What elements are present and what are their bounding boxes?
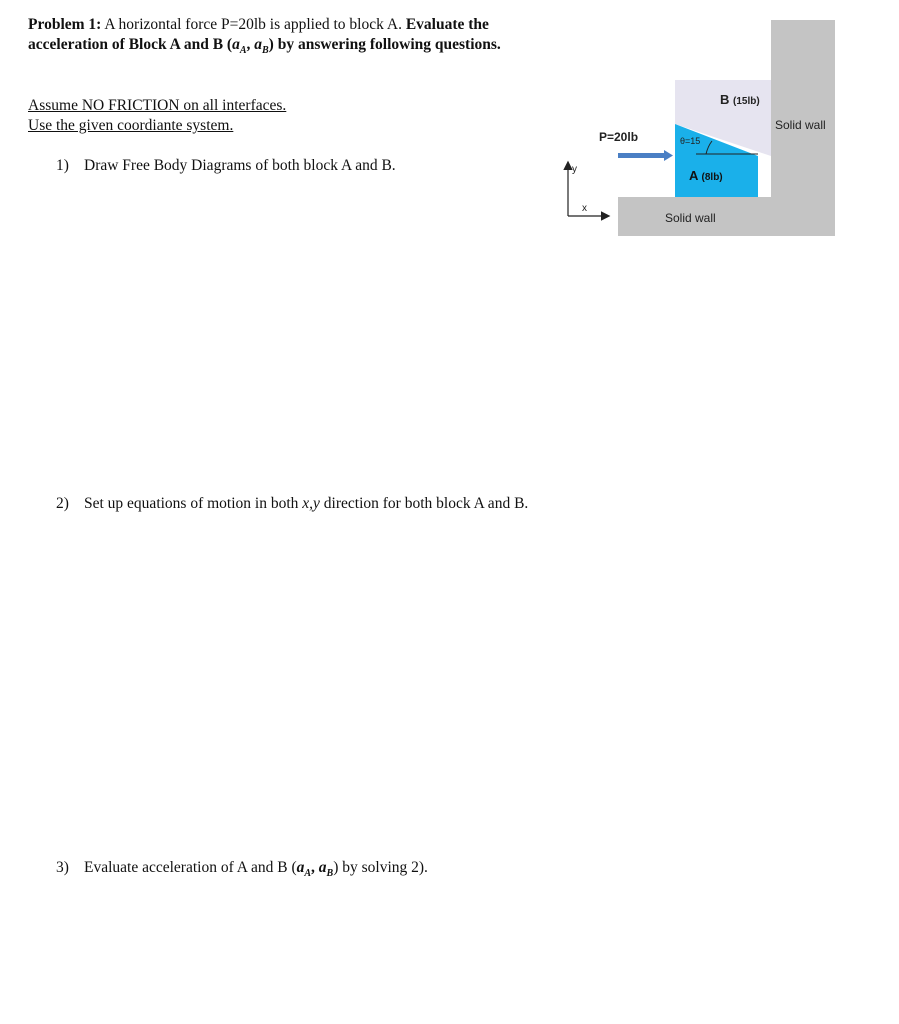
accel-a-symbol: a	[232, 36, 240, 53]
question-3-text-post: ) by solving 2).	[333, 859, 428, 876]
right-wall-label: Solid wall	[775, 118, 826, 132]
force-arrow-head	[664, 150, 673, 161]
angle-label: θ=15	[680, 136, 701, 146]
question-3-accel-b-sub: B	[326, 868, 334, 880]
question-3	[56, 858, 428, 884]
question-1-text: Draw Free Body Diagrams of both block A and B.	[84, 157, 396, 174]
bottom-wall	[618, 197, 835, 236]
problem-text-c: ) by answering following questions.	[268, 36, 501, 53]
question-3-number: 3)	[56, 859, 69, 876]
assumption-coordinates: Use the given coordiante system.	[28, 117, 234, 134]
question-3-accel-a: a	[296, 859, 305, 876]
question-1-number: 1)	[56, 157, 69, 174]
question-2-text-post: direction for both block A and B.	[319, 495, 529, 512]
question-2-text-pre: Set up equations of motion in both	[84, 495, 303, 512]
bottom-wall-label: Solid wall	[665, 211, 716, 225]
x-axis-label: x	[582, 203, 587, 214]
force-label: P=20lb	[599, 130, 639, 144]
question-3-accel-b: a	[318, 859, 327, 876]
accel-b-subscript: B	[262, 45, 269, 57]
problem-label: Problem 1:	[28, 16, 102, 33]
block-b-label: B (15lb)	[720, 92, 760, 107]
question-2-xy: x,y	[302, 495, 320, 512]
accel-separator: ,	[246, 36, 255, 53]
problem-text-a: A horizontal force P=20lb is applied to block A.	[101, 16, 406, 33]
y-axis-label: y	[572, 164, 577, 175]
accel-a-subscript: A	[239, 45, 247, 57]
block-a-label: A (8lb)	[689, 168, 723, 183]
blocks-diagram	[0, 0, 899, 300]
accel-b-symbol: a	[254, 36, 262, 53]
question-3-sep: ,	[311, 859, 319, 876]
assumption-friction: Assume NO FRICTION on all interfaces.	[28, 97, 287, 114]
question-2	[56, 494, 528, 514]
question-3-accel-a-sub: A	[304, 868, 312, 880]
problem-text-b: Evaluate the acceleration of Block A and B (	[28, 16, 489, 53]
force-arrow-shaft	[618, 153, 666, 158]
question-2-number: 2)	[56, 495, 69, 512]
question-3-text-pre: Evaluate acceleration of A and B (	[84, 859, 297, 876]
